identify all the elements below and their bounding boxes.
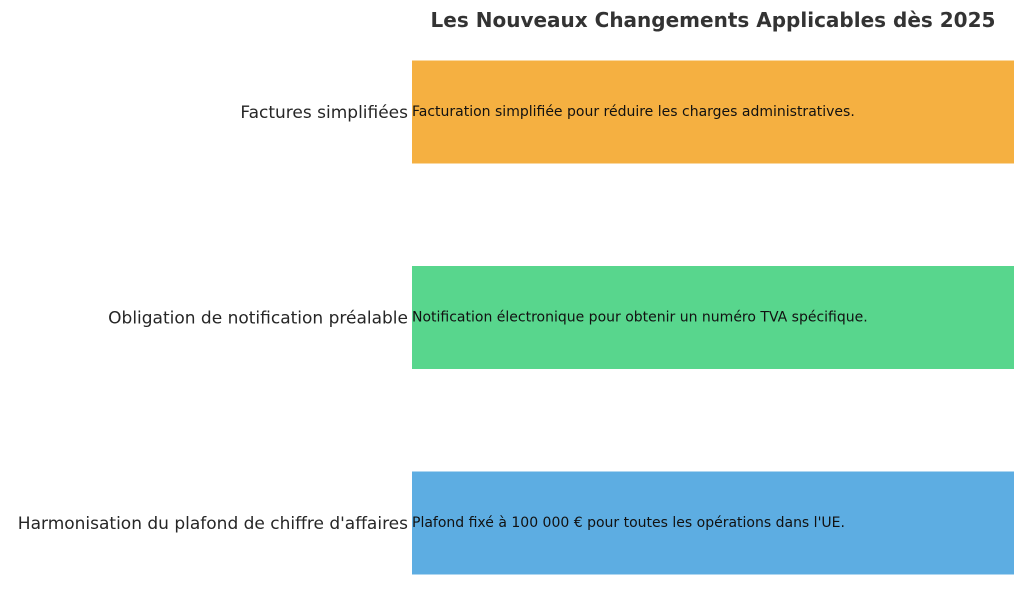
bar-annotation: Plafond fixé à 100 000 € pour toutes les opérations dans l'UE. bbox=[412, 515, 845, 531]
category-label: Harmonisation du plafond de chiffre d'affaires bbox=[17, 514, 408, 534]
category-label: Obligation de notification préalable bbox=[108, 308, 408, 329]
bar-annotation: Facturation simplifiée pour réduire les charges administratives. bbox=[412, 104, 855, 120]
bars bbox=[18, 61, 1014, 575]
category-label: Factures simplifiées bbox=[240, 103, 408, 123]
bar-annotation: Notification électronique pour obtenir un numéro TVA spécifique. bbox=[412, 309, 868, 326]
chart-title: Les Nouveaux Changements Applicables dès 2025 bbox=[430, 8, 996, 32]
